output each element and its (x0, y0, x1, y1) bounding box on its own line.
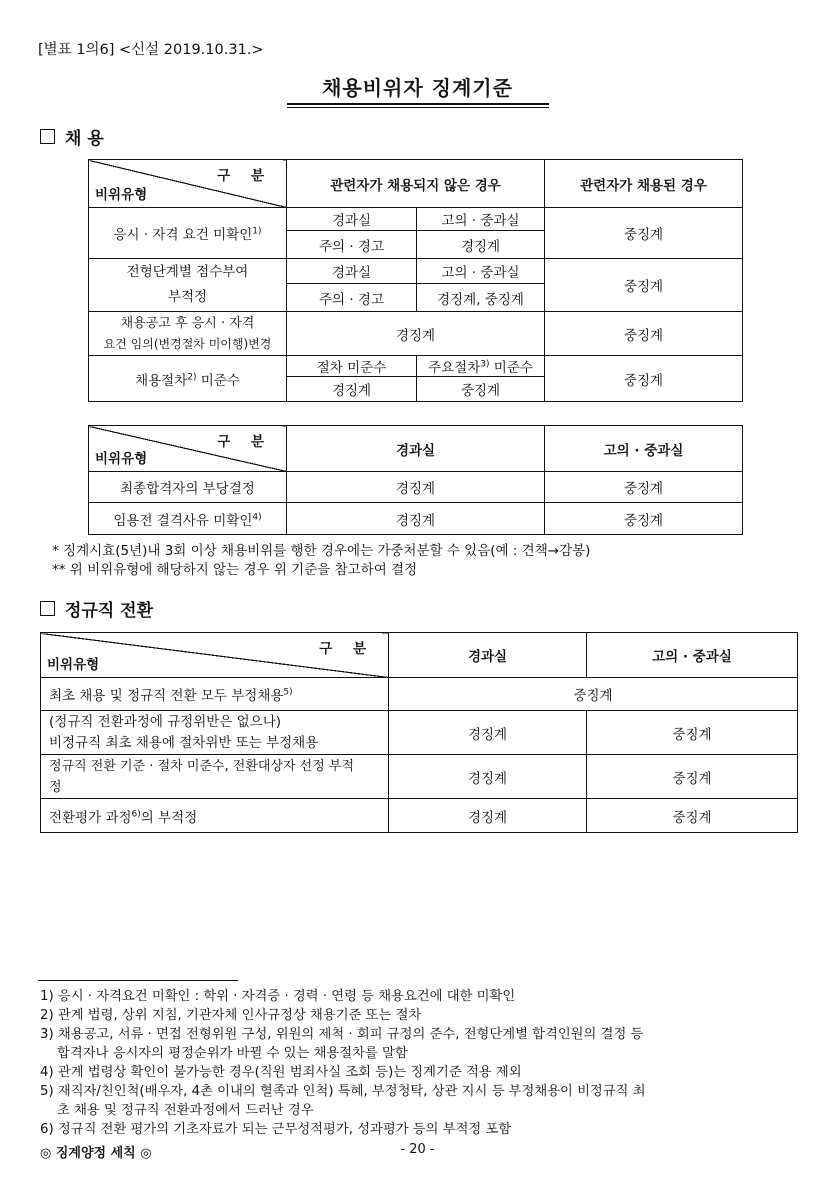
cell-minor: 경징계 (287, 503, 545, 535)
footnote-item: 3) 채용공고, 서류 · 면접 전형위원 구성, 위원의 제척 · 회피 규정의 준수, 전형단계별 합격인원의 결정 등 (40, 1027, 644, 1042)
note-item: ** 위 비위유형에 해당하지 않는 경우 위 기준을 참고하여 결정 (52, 562, 418, 578)
cell-value: 주의 · 경고 (287, 284, 417, 312)
row-type: 전환평가 과정$^{6)}$의 부적정 (41, 799, 389, 833)
cell-label: 경과실 (287, 208, 417, 231)
row-type: 정규직 전환 기준 · 절차 미준수, 전환대상자 선정 부적 정 (41, 755, 389, 799)
cell-minor: 경징계 (389, 799, 587, 833)
page-title: 채용비위자 징계기준 (322, 76, 513, 100)
cell-hired: 중징계 (545, 208, 743, 259)
diagonal-header-cell (41, 633, 389, 678)
footnote-item: 6) 정규직 전환 평가의 기초자료가 되는 근무성적평가, 성과평가 등의 부적정 포함 (40, 1122, 512, 1137)
footnote-item: 2) 관계 법령, 상위 지침, 기관자체 인사규정상 채용기준 또는 절차 (40, 1008, 422, 1023)
row-type: 전형단계별 점수부여 부적정 (89, 259, 287, 312)
cell-major: 중징계 (587, 711, 798, 755)
notes (52, 542, 590, 580)
cell-not-hired: 경징계 (287, 312, 545, 356)
row-type: 채용절차$^{2)}$ 미준수 (89, 356, 287, 402)
cell-hired: 중징계 (545, 259, 743, 312)
section-heading-recruitment (40, 124, 104, 149)
final-decision-table (88, 425, 743, 535)
cell-hired: 중징계 (545, 312, 743, 356)
diag-top-label: 구 분 (217, 434, 272, 450)
section-heading-conversion (40, 596, 153, 621)
cell-label: 주요절차$^{3)}$ 미준수 (417, 356, 545, 377)
checkbox-square-icon (40, 601, 55, 616)
cell-value: 중징계 (417, 377, 545, 402)
diag-bottom-label: 비위유형 (95, 187, 148, 203)
cell-major: 중징계 (587, 799, 798, 833)
cell-hired: 중징계 (545, 356, 743, 402)
col-header-major: 고의 · 중과실 (587, 633, 798, 678)
col-header-minor: 경과실 (287, 426, 545, 472)
col-header-major: 고의 · 중과실 (545, 426, 743, 472)
header-reference: [별표 1의6] <신설 2019.10.31.> (38, 42, 264, 58)
row-type: 채용공고 후 응시 · 자격 요건 임의(변경절차 미이행)변경 (89, 312, 287, 356)
row-type: 응시 · 자격 요건 미확인$^{1)}$ (89, 208, 287, 259)
cell-merged: 중징계 (389, 678, 798, 711)
diagonal-header-cell (89, 160, 287, 208)
footnote-item: 1) 응시 · 자격요건 미확인 : 학위 · 자격증 · 경력 · 연령 등 채용요건에 대한 미확인 (40, 989, 516, 1004)
row-type: 최초 채용 및 정규직 전환 모두 부정채용$^{5)}$ (41, 678, 389, 711)
title-underline-thin (287, 107, 549, 108)
footnotes (40, 987, 810, 1139)
cell-label: 절차 미준수 (287, 356, 417, 377)
col-header-minor: 경과실 (389, 633, 587, 678)
footnote-separator (38, 980, 238, 981)
row-type: (정규직 전환과정에 규정위반은 없으나) 비정규직 최초 채용에 절차위반 또는 부정채용 (41, 711, 389, 755)
checkbox-square-icon (40, 129, 55, 144)
cell-label: 고의 · 중과실 (417, 259, 545, 284)
col-header-not-hired: 관련자가 채용되지 않은 경우 (287, 160, 545, 208)
diag-top-label: 구 분 (319, 641, 374, 657)
cell-minor: 경징계 (389, 711, 587, 755)
cell-major: 중징계 (545, 472, 743, 503)
cell-minor: 경징계 (389, 755, 587, 799)
footnote-item-continued: 초 채용 및 정규직 전환과정에서 드러난 경우 (57, 1103, 314, 1118)
row-type: 최종합격자의 부당결정 (89, 472, 287, 503)
cell-value: 경징계, 중징계 (417, 284, 545, 312)
cell-value: 경징계 (417, 231, 545, 259)
recruitment-table (88, 159, 743, 402)
cell-major: 중징계 (587, 755, 798, 799)
note-item: * 징계시효(5년)내 3회 이상 채용비위를 행한 경우에는 가중처분할 수 있음(예 : 견책→감봉) (52, 543, 591, 559)
section-title: 채 용 (65, 129, 104, 149)
diagonal-header-cell (89, 426, 287, 472)
footnote-item: 4) 관계 법령상 확인이 불가능한 경우(직원 범죄사실 조회 등)는 징계기준 적용 제외 (40, 1065, 522, 1080)
diag-bottom-label: 비위유형 (95, 451, 148, 467)
row-type: 임용전 결격사유 미확인$^{4)}$ (89, 503, 287, 535)
cell-major: 중징계 (545, 503, 743, 535)
footnote-item-continued: 합격자나 응시자의 평정순위가 바뀔 수 있는 채용절차를 말함 (57, 1046, 408, 1061)
diag-bottom-label: 비위유형 (47, 657, 100, 673)
cell-label: 고의 · 중과실 (417, 208, 545, 231)
conversion-table (40, 632, 798, 833)
title-underline (287, 103, 549, 105)
cell-value: 주의 · 경고 (287, 231, 417, 259)
section-title: 정규직 전환 (65, 601, 154, 621)
cell-value: 경징계 (287, 377, 417, 402)
page-number: - 20 - (400, 1142, 435, 1157)
cell-minor: 경징계 (287, 472, 545, 503)
footer-document-name: ◎ 징계양정 세칙 ◎ (40, 1146, 152, 1161)
col-header-hired: 관련자가 채용된 경우 (545, 160, 743, 208)
cell-label: 경과실 (287, 259, 417, 284)
diag-top-label: 구 분 (217, 168, 272, 184)
footnote-item: 5) 재직자/친인척(배우자, 4촌 이내의 혈족과 인척) 특혜, 부정청탁, 상관 지시 등 부정채용이 비정규직 최 (40, 1084, 646, 1099)
